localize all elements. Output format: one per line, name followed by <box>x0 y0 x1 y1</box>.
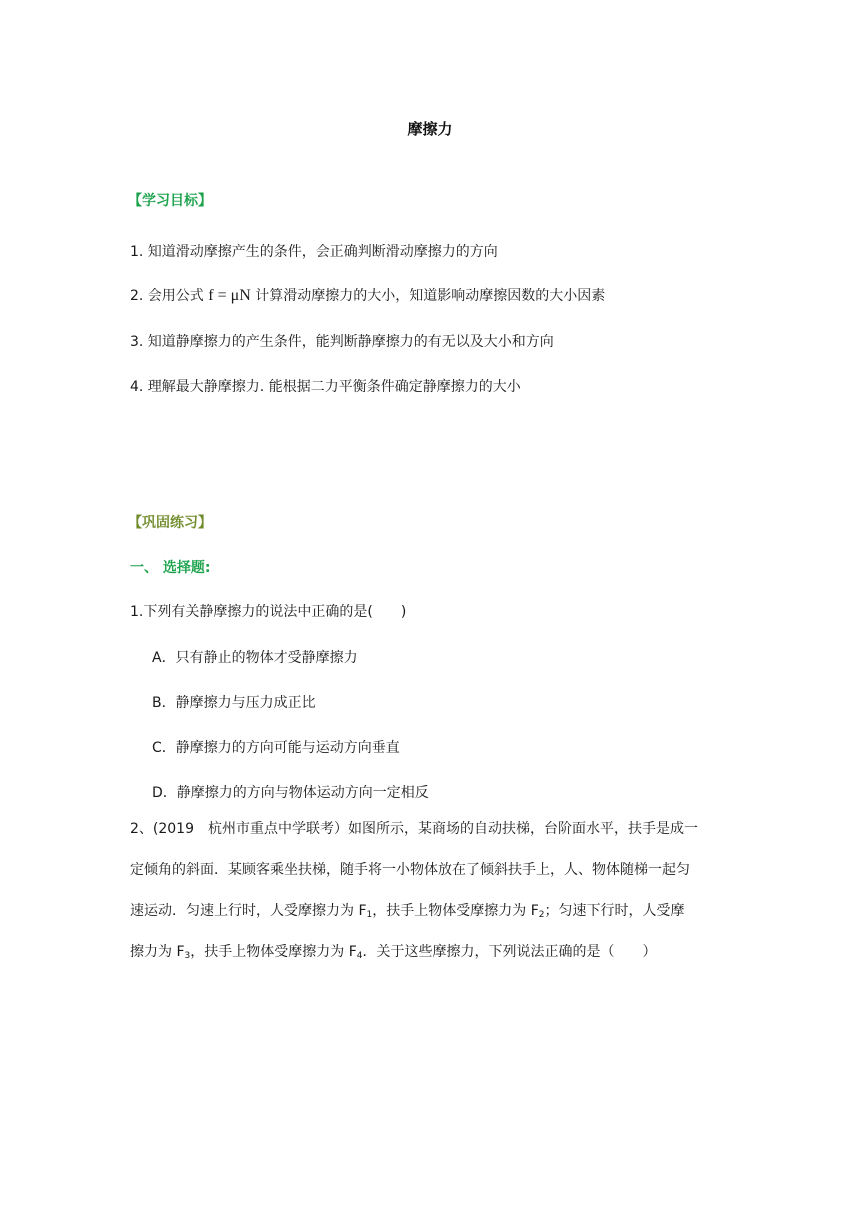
question-1-option-a: A．只有静止的物体才受静摩擦力 <box>152 650 358 666</box>
q2-line4-part-c: ．关于这些摩擦力，下列说法正确的是（ ） <box>362 944 657 960</box>
subscript-3: 3 <box>184 951 191 961</box>
subscript-2: 2 <box>538 910 545 920</box>
q2-line3-part-b: ，扶手上物体受摩擦力为 F <box>372 903 539 919</box>
question-2-stem <box>130 809 730 973</box>
question-2-line-2: 定倾角的斜面．某顾客乘坐扶梯，随手将一小物体放在了倾斜扶手上，人、物体随梯一起匀 <box>130 862 690 878</box>
q2-line4-part-b: ，扶手上物体受摩擦力为 F <box>190 944 357 960</box>
subscript-1: 1 <box>366 910 373 920</box>
objective-item-2 <box>130 285 605 305</box>
objective-item-3: 3. 知道静摩擦力的产生条件，能判断静摩擦力的有无以及大小和方向 <box>130 334 554 350</box>
friction-formula: f = μN <box>208 287 251 304</box>
objective-item-4: 4. 理解最大静摩擦力. 能根据二力平衡条件确定静摩擦力的大小 <box>130 379 521 395</box>
question-2-line-4 <box>130 932 730 973</box>
question-1-option-b: B．静摩擦力与压力成正比 <box>152 695 316 711</box>
question-1-option-d: D．静摩擦力的方向与物体运动方向一定相反 <box>152 785 429 801</box>
q2-line4-part-a: 擦力为 F <box>130 944 185 960</box>
question-1-stem: 1.下列有关静摩擦力的说法中正确的是( ) <box>130 604 407 620</box>
question-1-option-c: C．静摩擦力的方向可能与运动方向垂直 <box>152 740 400 756</box>
question-2-line-1: 2、(2019 杭州市重点中学联考）如图所示，某商场的自动扶梯，台阶面水平，扶手是成一 <box>130 821 698 837</box>
objective-item-1: 1. 知道滑动摩擦产生的条件，会正确判断滑动摩擦力的方向 <box>130 244 498 260</box>
practice-heading: 【巩固练习】 <box>128 515 212 531</box>
page-title: 摩擦力 <box>407 120 453 138</box>
q2-line3-part-a: 速运动．匀速上行时，人受摩擦力为 F <box>130 903 367 919</box>
objective-item-2-suffix: 计算滑动摩擦力的大小，知道影响动摩擦因数的大小因素 <box>255 288 606 304</box>
objective-item-2-prefix: 2. 会用公式 <box>130 288 204 304</box>
choice-section-heading: 一、 选择题: <box>130 560 211 576</box>
objectives-heading: 【学习目标】 <box>128 193 212 209</box>
question-2-line-3 <box>130 891 730 932</box>
q2-line3-part-c: ；匀速下行时，人受摩 <box>544 903 685 919</box>
subscript-4: 4 <box>356 951 363 961</box>
